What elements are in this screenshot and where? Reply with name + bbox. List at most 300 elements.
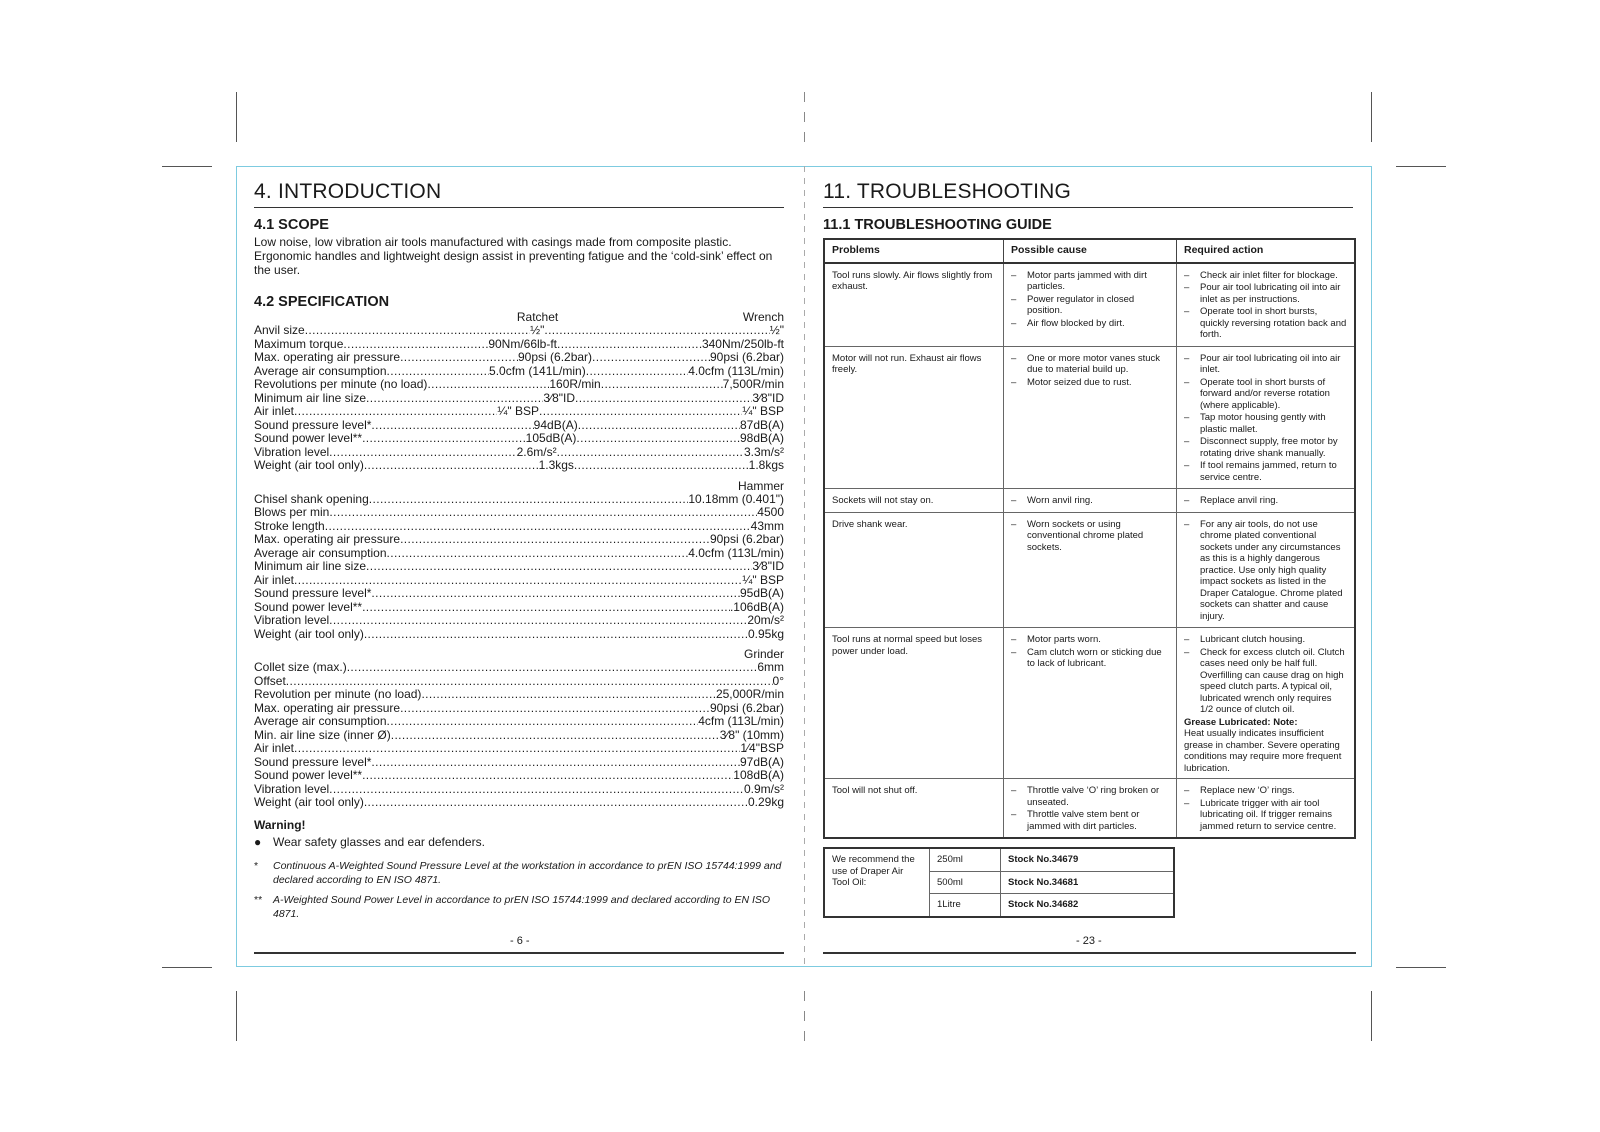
cell-cause — [1004, 628, 1177, 779]
list-text: Motor seized due to rust. — [1027, 376, 1132, 388]
spec-table-hammer — [254, 493, 784, 642]
spec-value-hammer: ¼" BSP — [742, 573, 784, 587]
dot-leader — [400, 533, 710, 547]
footer-rule — [254, 952, 784, 954]
spec-label: Weight (air tool only) — [254, 796, 364, 809]
dot-leader — [329, 614, 747, 628]
dash-icon: – — [1184, 518, 1190, 530]
crop-mark — [236, 92, 237, 142]
spec-row — [254, 351, 784, 365]
crop-mark — [1371, 92, 1372, 142]
spec-label: Vibration level — [254, 445, 330, 459]
cell-cause — [1004, 263, 1177, 347]
dot-leader — [391, 729, 720, 743]
spec-row — [254, 419, 784, 433]
dot-leader — [364, 459, 539, 473]
dot-leader — [575, 392, 752, 406]
spec-value-grinder: 4cfm (113L/min) — [698, 715, 784, 728]
spec-label: Vibration level — [254, 614, 330, 627]
section-heading-scope: 4.1 SCOPE — [254, 217, 329, 233]
scope-text: Low noise, low vibration air tools manufactured with casings made from composite plastic. Ergonomic handles and lightweight design assist in preventing fatigue and the ‘cold-sink’ effect on the user. — [254, 235, 773, 277]
list-item — [1184, 460, 1347, 483]
dash-icon: – — [1184, 634, 1190, 645]
spec-label: Air inlet — [254, 573, 295, 587]
col-hammer: Hammer — [737, 478, 784, 493]
spec-row — [254, 628, 784, 642]
list-text: Check air inlet filter for blockage. — [1200, 269, 1338, 281]
spec-label: Max. operating air pressure — [254, 351, 401, 364]
list-text: Power regulator in closed position. — [1027, 293, 1135, 316]
spec-row — [254, 533, 784, 547]
dot-leader — [294, 742, 740, 756]
table-row — [824, 779, 1355, 839]
list-item — [1011, 294, 1169, 317]
spec-label: Average air consumption — [254, 364, 387, 378]
list-item — [1011, 519, 1169, 554]
spec-row — [254, 688, 784, 702]
spec-row — [254, 601, 784, 615]
list-text: One or more motor vanes stuck due to material build up. — [1027, 352, 1161, 375]
spec-row — [254, 378, 784, 392]
dash-icon: – — [1184, 436, 1190, 447]
spec-value-ratchet: 3⁄8"ID — [543, 391, 576, 405]
dot-leader — [387, 715, 699, 729]
oil-stock-number: Stock No.34681 — [1001, 871, 1175, 894]
troubleshooting-table — [823, 238, 1356, 839]
dot-leader — [574, 459, 749, 473]
dash-icon: – — [1011, 376, 1017, 388]
dot-leader — [294, 405, 497, 419]
spec-row — [254, 392, 784, 406]
footnote-1 — [254, 859, 784, 887]
spec-row — [254, 560, 784, 574]
dot-leader — [329, 506, 757, 520]
list-item — [1011, 809, 1169, 832]
dash-icon: – — [1184, 646, 1190, 658]
dot-leader — [539, 405, 742, 419]
dash-icon: – — [1011, 646, 1017, 658]
dash-icon: – — [1011, 785, 1017, 796]
spec-value-wrench: ½" — [769, 324, 784, 337]
page-number-right: - 23 - — [1076, 935, 1102, 947]
cell-problem: Sockets will not stay on. — [824, 489, 1004, 513]
dash-icon: – — [1011, 269, 1017, 281]
list-item — [1011, 495, 1169, 507]
dash-icon: – — [1011, 634, 1017, 645]
spec-label: Anvil size — [254, 324, 305, 337]
list-text: Replace new ‘O’ rings. — [1200, 785, 1295, 796]
list-text: Air flow blocked by dirt. — [1027, 317, 1125, 329]
spec-value-ratchet: 2.6m/s² — [516, 445, 557, 459]
list-item — [1184, 634, 1347, 646]
spec-value-wrench: 98dB(A) — [739, 432, 784, 445]
footnote-2 — [254, 893, 784, 921]
warning-title: Warning! — [254, 817, 306, 832]
list-item — [1184, 495, 1347, 507]
dash-icon: – — [1011, 495, 1017, 506]
spec-value-wrench: 3⁄8"ID — [752, 391, 784, 405]
spec-value-ratchet: ¼" BSP — [497, 405, 540, 418]
table-header-row — [824, 239, 1355, 263]
list-item — [1184, 519, 1347, 623]
spec-table-grinder — [254, 661, 784, 810]
spec-label: Sound pressure level* — [254, 587, 372, 600]
footer-rule — [823, 952, 1356, 954]
dash-icon: – — [1011, 518, 1017, 530]
list-item — [1011, 353, 1169, 376]
spec-value-grinder: 0.9m/s² — [743, 782, 784, 796]
spec-value-grinder: 3⁄8" (10mm) — [719, 728, 784, 742]
list-text: Disconnect supply, free motor by rotating drive shank manually. — [1200, 436, 1338, 459]
spec-row — [254, 459, 784, 473]
list-item — [1184, 412, 1347, 435]
fold-mark — [804, 132, 805, 142]
oil-row — [824, 848, 1174, 871]
spec-label: Blows per min — [254, 506, 330, 519]
oil-size: 1Litre — [930, 894, 1001, 917]
list-item — [1011, 647, 1169, 670]
list-text: Operate tool in short bursts of forward and/or reverse rotation (where applicable). — [1200, 376, 1330, 411]
dash-icon: – — [1184, 785, 1190, 796]
oil-recommendation-table — [823, 847, 1175, 918]
dot-leader — [294, 574, 742, 588]
dot-leader — [362, 769, 733, 783]
spec-value-grinder: 1⁄4"BSP — [740, 742, 784, 755]
table-row — [824, 628, 1355, 779]
dot-leader — [387, 547, 689, 561]
dot-leader — [578, 419, 740, 433]
spec-value-wrench: 3.3m/s² — [744, 445, 784, 459]
spec-value-ratchet: 105dB(A) — [525, 432, 577, 445]
list-item — [1184, 353, 1347, 376]
spec-value-ratchet: 5.0cfm (141L/min) — [489, 364, 586, 378]
spec-row — [254, 338, 784, 352]
spec-value-wrench: 4.0cfm (113L/min) — [688, 364, 784, 378]
list-text: Tap motor housing gently with plastic mallet. — [1200, 412, 1326, 435]
dash-icon: – — [1011, 809, 1017, 820]
col-ratchet: Ratchet — [516, 310, 559, 324]
cell-cause — [1004, 346, 1177, 489]
spec-value-grinder: 108dB(A) — [733, 769, 784, 782]
spec-column-headers — [254, 310, 784, 324]
oil-size: 500ml — [930, 871, 1001, 894]
list-item — [1184, 282, 1347, 305]
spec-value-hammer: 20m/s² — [747, 614, 784, 627]
dash-icon: – — [1184, 412, 1190, 423]
dot-leader — [305, 324, 530, 338]
spec-label: Sound power level** — [254, 769, 363, 782]
spec-value-grinder: 97dB(A) — [739, 755, 784, 769]
dot-leader — [329, 783, 744, 797]
dot-leader — [369, 493, 689, 507]
dash-icon: – — [1184, 495, 1190, 506]
page-number-left: - 6 - — [510, 935, 530, 947]
cell-action — [1177, 512, 1356, 628]
fold-mark — [804, 92, 805, 102]
list-item — [1184, 436, 1347, 459]
spec-value-grinder: 0.29kg — [747, 796, 784, 809]
list-text: For any air tools, do not use chrome plated conventional sockets under any circumstances as this is a highly dangerous practice. Use only high quality impact sockets as listed in the Draper Catalogue. Chrome plated sockets can shatter and cause injury. — [1200, 518, 1343, 622]
spec-row — [254, 702, 784, 716]
spec-value-wrench: 87dB(A) — [739, 418, 784, 432]
dash-icon: – — [1184, 269, 1190, 281]
spec-row — [254, 506, 784, 520]
page-title: 11. TROUBLESHOOTING — [823, 180, 1353, 208]
list-item — [1184, 270, 1347, 282]
spec-row — [254, 796, 784, 810]
fold-mark — [804, 1031, 805, 1041]
dash-icon: – — [1184, 797, 1190, 809]
section-heading-guide: 11.1 TROUBLESHOOTING GUIDE — [823, 217, 1052, 233]
dash-icon: – — [1184, 282, 1190, 293]
cell-action — [1177, 263, 1356, 347]
warning-bullet — [254, 835, 784, 849]
dot-leader — [400, 702, 710, 716]
dash-icon: – — [1184, 306, 1190, 317]
section-heading-specification: 4.2 SPECIFICATION — [254, 294, 390, 310]
dot-leader — [371, 756, 740, 770]
cell-cause — [1004, 779, 1177, 839]
list-text: Pour air tool lubricating oil into air inlet. — [1200, 352, 1341, 375]
spec-row — [254, 405, 784, 419]
spec-value-wrench: ¼" BSP — [742, 405, 784, 418]
spec-value-hammer: 0.95kg — [747, 627, 784, 641]
spec-value-hammer: 95dB(A) — [739, 587, 784, 600]
spec-value-ratchet: 1.3kgs — [538, 459, 574, 472]
spec-row — [254, 493, 784, 507]
list-item — [1184, 785, 1347, 797]
note-title: Grease Lubricated: Note: — [1184, 716, 1298, 728]
list-item — [1011, 634, 1169, 646]
crop-mark — [162, 166, 212, 167]
cell-problem: Motor will not run. Exhaust air flows freely. — [824, 346, 1004, 489]
spec-value-ratchet: 94dB(A) — [533, 418, 578, 432]
dash-icon: – — [1184, 460, 1190, 471]
spec-label: Sound pressure level* — [254, 418, 372, 432]
dot-leader — [325, 520, 751, 534]
bullet-icon: ● — [254, 834, 262, 849]
list-text: Check for excess clutch oil. Clutch cases need only be half full. Overfilling can cause drag on high speed clutch parts. A typical oil, lubricated wrench only requires 1/2 ounce of clutch oil. — [1200, 646, 1345, 715]
list-text: Lubricant clutch housing. — [1200, 634, 1306, 645]
dot-leader — [366, 392, 543, 406]
spec-value-wrench: 1.8kgs — [748, 459, 784, 472]
spec-row — [254, 675, 784, 689]
list-text: Worn sockets or using conventional chrome plated sockets. — [1027, 518, 1144, 553]
dash-icon: – — [1184, 376, 1190, 388]
spec-label: Minimum air line size — [254, 391, 367, 405]
warning-text: Wear safety glasses and ear defenders. — [273, 834, 485, 849]
cell-problem: Tool runs slowly. Air flows slightly from exhaust. — [824, 263, 1004, 347]
spec-row — [254, 520, 784, 534]
spec-label: Average air consumption — [254, 715, 387, 728]
spec-value-ratchet: 160R/min — [549, 378, 601, 391]
list-item — [1011, 318, 1169, 330]
col-grinder: Grinder — [743, 647, 784, 661]
spec-label: Vibration level — [254, 782, 330, 796]
dot-leader — [592, 351, 710, 365]
crop-mark — [1396, 166, 1446, 167]
dot-leader — [347, 661, 758, 675]
footnote-text: Continuous A-Weighted Sound Pressure Level at the workstation in accordance to prEN ISO 15744:1999 and declared according to EN ISO 4871. — [273, 859, 782, 886]
crop-mark — [1396, 967, 1446, 968]
spec-table-ratchet-wrench — [254, 324, 784, 473]
crop-mark — [1371, 991, 1372, 1041]
list-text: Worn anvil ring. — [1027, 495, 1093, 506]
spec-value-hammer: .106dB(A) — [729, 600, 784, 614]
table-row — [824, 346, 1355, 489]
spec-label: Revolutions per minute (no load) — [254, 378, 428, 391]
header-cause: Possible cause — [1004, 239, 1177, 263]
oil-stock-number: Stock No.34679 — [1001, 848, 1175, 871]
spec-label: Air inlet — [254, 742, 295, 755]
spec-label: Chisel shank opening — [254, 492, 369, 506]
list-text: Operate tool in short bursts, quickly reversing rotation back and forth. — [1200, 306, 1347, 340]
spec-label: Offset — [254, 674, 286, 688]
spec-value-wrench: 340Nm/250lb-ft — [701, 337, 784, 351]
spec-label: Sound power level** — [254, 432, 363, 445]
spec-value-hammer: 90psi (6.2bar) — [709, 533, 784, 546]
spec-row — [254, 661, 784, 675]
spec-row — [254, 783, 784, 797]
spec-value-wrench: 90psi (6.2bar) — [709, 351, 784, 364]
oil-stock-number: Stock No.34682 — [1001, 894, 1175, 917]
list-text: If tool remains jammed, return to service centre. — [1200, 460, 1337, 483]
spec-row — [254, 446, 784, 460]
spec-label: Weight (air tool only) — [254, 459, 364, 472]
dot-leader — [371, 587, 740, 601]
spec-row — [254, 574, 784, 588]
oil-size: 250ml — [930, 848, 1001, 871]
dash-icon: – — [1011, 293, 1017, 305]
spec-row — [254, 547, 784, 561]
dot-leader — [364, 628, 748, 642]
list-text: Pour air tool lubricating oil into air inlet as per instructions. — [1200, 282, 1341, 305]
spec-value-grinder: 25,000R/min — [715, 688, 784, 701]
spec-row — [254, 324, 784, 338]
dot-leader — [586, 365, 688, 379]
page-title: 4. INTRODUCTION — [254, 180, 784, 208]
dot-leader — [427, 378, 549, 392]
fold-mark — [804, 991, 805, 1001]
cell-problem: Tool will not shut off. — [824, 779, 1004, 839]
cell-action — [1177, 346, 1356, 489]
dash-icon: – — [1011, 352, 1017, 364]
list-text: Lubricate trigger with air tool lubricating oil. If trigger remains jammed return to service centre. — [1200, 797, 1337, 832]
spec-value-hammer: 4.0cfm (113L/min) — [688, 546, 784, 560]
dot-leader — [421, 688, 716, 702]
spec-label: Max. operating air pressure — [254, 701, 401, 715]
spec-label: Max. operating air pressure — [254, 533, 401, 546]
dot-leader — [286, 675, 773, 689]
dot-leader — [366, 560, 752, 574]
list-item — [1011, 785, 1169, 808]
dot-leader — [387, 365, 489, 379]
dot-leader — [557, 338, 702, 352]
spec-value-wrench: 7,500R/min — [722, 378, 784, 391]
dot-leader — [400, 351, 518, 365]
dot-leader — [329, 446, 516, 460]
cell-problem: Tool runs at normal speed but loses power under load. — [824, 628, 1004, 779]
list-text: Motor parts jammed with dirt particles. — [1027, 269, 1147, 292]
spec-label: Collet size (max.) — [254, 661, 347, 674]
spec-row — [254, 432, 784, 446]
note-text: Heat usually indicates insufficient grease in chamber. Severe operating conditions may require more frequent lubrication. — [1184, 728, 1342, 774]
left-page — [254, 180, 784, 921]
crop-mark — [236, 991, 237, 1041]
oil-recommend-text: We recommend the use of Draper Air Tool Oil: — [824, 848, 930, 917]
list-text: Throttle valve stem bent or jammed with dirt particles. — [1027, 809, 1140, 832]
cell-action — [1177, 779, 1356, 839]
fold-mark — [804, 112, 805, 122]
spec-value-ratchet: ½" — [530, 324, 545, 337]
spec-row — [254, 614, 784, 628]
list-item — [1184, 306, 1347, 341]
spec-row — [254, 715, 784, 729]
list-item — [1184, 647, 1347, 716]
dash-icon: – — [1011, 317, 1017, 329]
header-problems: Problems — [824, 239, 1004, 263]
table-row — [824, 489, 1355, 513]
cell-action — [1177, 489, 1356, 513]
list-item — [1184, 798, 1347, 833]
spec-value-ratchet: 90Nm/66lb-ft — [488, 337, 558, 351]
footnote-text: A-Weighted Sound Power Level in accordance to prEN ISO 15744:1999 and declared according to EN ISO 4871. — [273, 893, 771, 920]
spec-value-ratchet: 90psi (6.2bar) — [518, 351, 593, 364]
right-page — [823, 180, 1353, 918]
spec-value-grinder: 90psi (6.2bar) — [709, 701, 784, 715]
list-text: Motor parts worn. — [1027, 634, 1101, 645]
crop-mark — [162, 967, 212, 968]
spec-label: Revolution per minute (no load) — [254, 688, 422, 701]
spec-value-grinder: 6mm — [757, 661, 784, 674]
spec-row — [254, 756, 784, 770]
page-divider — [804, 166, 805, 967]
dot-leader — [371, 419, 533, 433]
dash-icon: – — [1184, 352, 1190, 364]
spec-row — [254, 729, 784, 743]
dot-leader — [601, 378, 723, 392]
cell-action — [1177, 628, 1356, 779]
spec-row — [254, 365, 784, 379]
cell-problem: Drive shank wear. — [824, 512, 1004, 628]
dot-leader — [576, 432, 740, 446]
spec-label: Air inlet — [254, 405, 295, 418]
spec-label: Stroke length — [254, 519, 325, 533]
dot-leader — [343, 338, 488, 352]
spec-label: Weight (air tool only) — [254, 627, 364, 641]
fold-mark — [804, 1011, 805, 1021]
spec-value-hammer: 4500 — [757, 506, 784, 519]
spec-row — [254, 587, 784, 601]
dot-leader — [362, 601, 730, 615]
spec-label: Sound power level** — [254, 600, 363, 614]
dot-leader — [557, 446, 744, 460]
spec-row — [254, 769, 784, 783]
footnote-mark: ** — [254, 893, 263, 906]
cell-cause — [1004, 512, 1177, 628]
col-wrench: Wrench — [742, 310, 784, 324]
spec-label: Minimum air line size — [254, 560, 367, 573]
dot-leader — [362, 432, 526, 446]
spec-value-grinder: 0° — [772, 674, 784, 688]
dot-leader — [364, 796, 748, 810]
list-text: Cam clutch worn or sticking due to lack of lubricant. — [1027, 646, 1162, 669]
header-action: Required action — [1177, 239, 1356, 263]
spec-value-hammer: 3⁄8"ID — [752, 560, 784, 573]
dot-leader — [544, 324, 769, 338]
table-row — [824, 512, 1355, 628]
spec-label: Maximum torque — [254, 337, 344, 351]
